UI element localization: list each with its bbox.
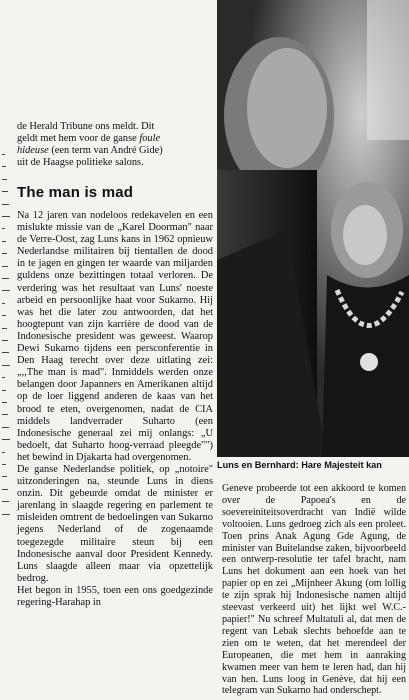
bleed-mark — [2, 228, 5, 229]
bleed-mark — [2, 253, 7, 254]
bleed-mark — [2, 241, 6, 242]
right-column-body — [222, 483, 406, 697]
bleed-mark — [2, 216, 10, 217]
bleed-mark — [2, 290, 10, 291]
bleed-mark — [2, 340, 8, 341]
bleed-mark — [2, 439, 10, 440]
page-margin-bleed — [0, 150, 14, 530]
intro-italic: hideuse — [17, 145, 49, 157]
bleed-mark — [2, 427, 9, 428]
bleed-mark — [2, 414, 8, 415]
bleed-mark — [2, 166, 6, 167]
bleed-mark — [2, 278, 9, 279]
article-headline: The man is mad — [17, 184, 134, 201]
bleed-mark — [2, 154, 5, 155]
body-paragraph: De ganse Nederlandse politiek, op „notoire" uitzonderingen na, steunde Luns in diens onzin. Dit gebeurde omdat de minister er jarenlang in slaagde regering en parlement te misleiden omtrent de bedoelingen van Sukarno jegens Nederland of de zogenaamde toegezegde militaire steun bij een Indonesische aanval door President Kennedy. Luns slaagde alleen maar via opzettelijk bedrog. — [17, 463, 213, 584]
photo-caption: Luns en Bernhard: Hare Majesteit kan — [217, 460, 382, 470]
bleed-mark — [2, 514, 10, 515]
bleed-mark — [2, 365, 10, 366]
body-paragraph: Na 12 jaren van nodeloos redekavelen en een mislukte missie van de „Karel Doorman" naar de Verre-Oost, zag Luns kans in 1962 opnieuw Nederlandse militairen bij tientallen de dood in te jagen en gingen ter waarde van miljarden guldens onze bezittingen totaal verloren. De verdering was het resultaat van Luns' noeste arbeid en persoonlijke haat voor Sukarno. Hij was het die later zou antwoorden, dat het hoogtepunt van zijn karrière de dood van de Indonesische president was geweest. Waarop Dewi Sukarno tijdens een persconferentie in Den Haag terecht over deze uitlating zei: „,,The man is mad". Inmiddels werden onze belangen door Japanners en Amerikanen altijd op de loer liggend anderen de kaas van het brood te eten, overgenomen, nadat de CIA middels landverrader Suharto (een Indonesische generaal zei mij onlangs: „U bedoelt, dat Suharto hoog-verraad pleegde"") het bewind in Djakarta had overgenomen. — [17, 210, 213, 463]
bleed-mark — [2, 204, 9, 205]
press-photo — [217, 0, 409, 457]
bleed-mark — [2, 501, 9, 502]
body-paragraph: Geneve probeerde tot een akkoord te komen over de Papoea's en de soevereiniteitsoverdracht van Indië wilde voltooien. Luns gedroeg zich als een proleet. Toen prins Anak Agung Gde Agung, de minister van Buitelandse zaken, bijvoorbeeld een ontwerp-resolutie ter tafel bracht, nam Luns het dokument aan een hoek van het papier op en zei „Mijnheer Akung (om lollig te zijn sprak hij Indonesische namen altijd steevast verkeerd uit) het lijkt wel W.C.-papier!" Nu schreef Multatuli al, dat men de regent van Lebak slechts behoefde aan te zien om te weten, dat het merendeel der Europeanen, die met hem in aanraking kwamen meer van hem te leren had, dan hij van hen. Luns loog in Genève, dat hij een telegram van Sukarno had onderschept. — [222, 483, 406, 697]
bleed-mark — [2, 476, 7, 477]
bleed-mark — [2, 377, 5, 378]
bleed-mark — [2, 191, 8, 192]
bleed-mark — [2, 352, 9, 353]
body-paragraph: Het begon in 1955, toen een ons goedgezinde regering-Harahap in — [17, 584, 213, 608]
intro-line: uit de Haagse politieke salons. — [17, 157, 144, 169]
intro-paragraph — [17, 121, 213, 169]
intro-line: geldt met hem voor de ganse — [17, 133, 140, 145]
bleed-mark — [2, 266, 8, 267]
bleed-mark — [2, 315, 6, 316]
intro-italic: foule — [139, 133, 161, 145]
bleed-mark — [2, 179, 7, 180]
bleed-mark — [2, 328, 7, 329]
bleed-mark — [2, 402, 7, 403]
bleed-mark — [2, 452, 5, 453]
left-column-body — [17, 210, 213, 609]
bleed-mark — [2, 303, 5, 304]
bleed-mark — [2, 489, 8, 490]
intro-line: de Herald Tribune ons meldt. Dit — [17, 121, 155, 132]
bleed-mark — [2, 464, 6, 465]
bleed-mark — [2, 390, 6, 391]
intro-line: (een term van André Gide) — [48, 145, 163, 157]
